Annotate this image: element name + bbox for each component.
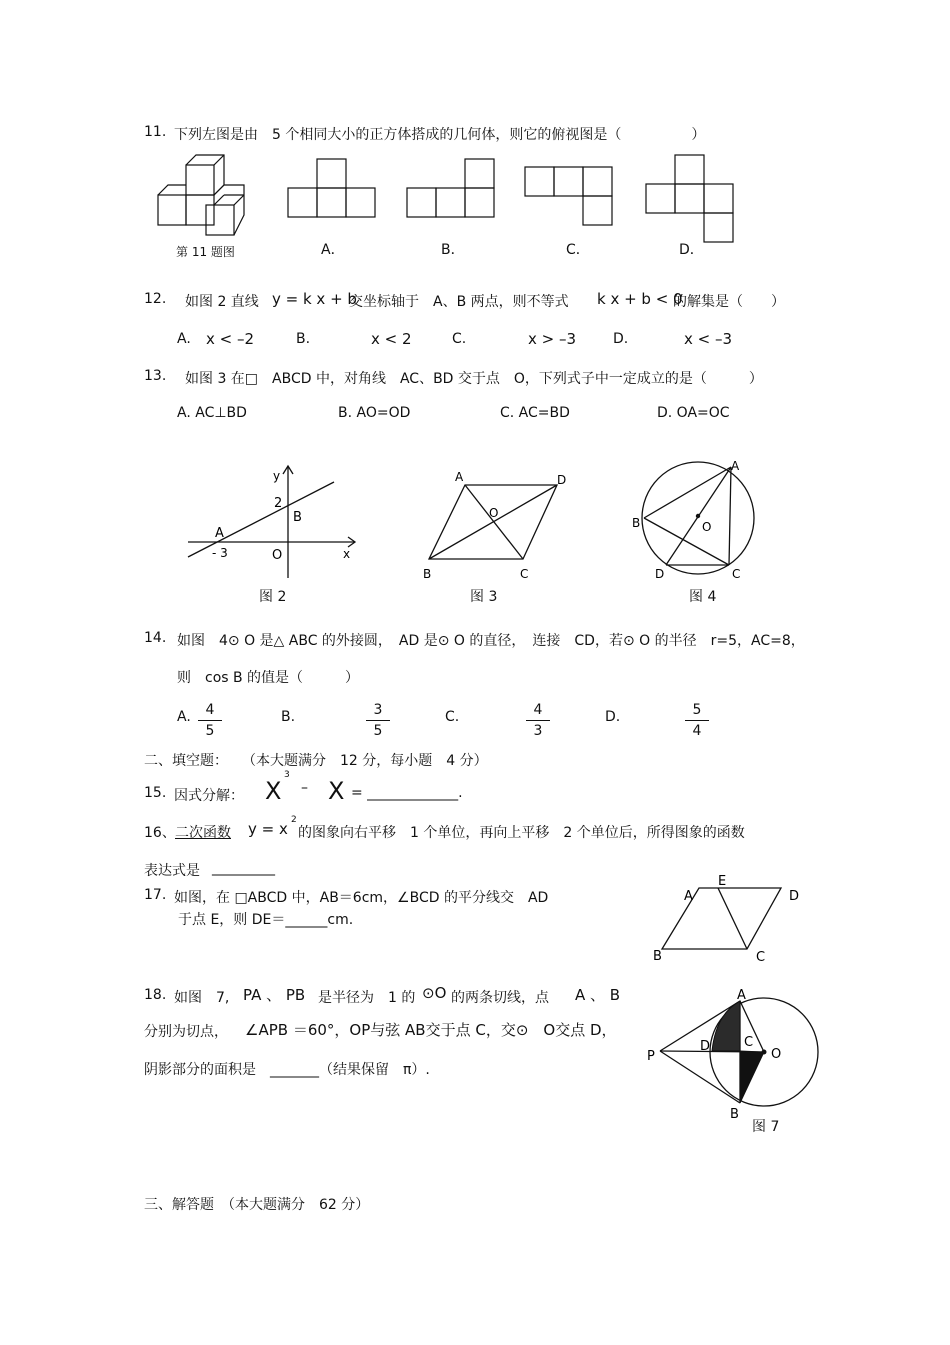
q11-solid-figure bbox=[150, 150, 260, 240]
q18-line1e: 的两条切线，点 bbox=[451, 990, 549, 1006]
figure-4-circle bbox=[625, 455, 765, 585]
q11-option-b: B． bbox=[441, 242, 465, 258]
q12-option-a-value: x < –2 bbox=[206, 330, 255, 348]
q12-option-a-label: A. bbox=[177, 331, 191, 347]
fig3-label-c: C bbox=[520, 567, 529, 581]
q14-option-b-denominator: 5 bbox=[373, 723, 383, 739]
q15-text: 因式分解： bbox=[174, 788, 244, 804]
q13-option-a: A. AC⊥BD bbox=[177, 405, 247, 421]
fig7-label-d: D bbox=[700, 1039, 711, 1054]
q13-option-b: B. AO=OD bbox=[338, 405, 411, 421]
fig2-label-b: B bbox=[293, 510, 302, 525]
q18-line2a: 分别为切点， bbox=[144, 1024, 228, 1040]
fig17-label-d: D bbox=[789, 889, 800, 904]
q14-option-d-numerator: 5 bbox=[685, 702, 709, 721]
q13-text: 如图 3 在□ ABCD 中，对角线 AC、BD 交于点 O，下列式子中一定成立的是（ ） bbox=[185, 371, 763, 387]
fig17-label-a: A bbox=[684, 889, 693, 904]
fig3-caption: 图 3 bbox=[470, 589, 498, 605]
q12-pre: 如图 2 直线 bbox=[185, 294, 259, 310]
q14-option-c-label: C. bbox=[445, 709, 460, 725]
fig2-y-label: y bbox=[273, 469, 281, 483]
fig4-label-o: O bbox=[702, 520, 712, 534]
q12-option-b-value: x < 2 bbox=[371, 330, 412, 348]
q17-number: 17. bbox=[144, 887, 167, 903]
q12-option-c-value: x > –3 bbox=[528, 330, 577, 348]
q16-equation: y = x bbox=[248, 820, 288, 838]
q14-option-b-label: B. bbox=[281, 709, 296, 725]
q18-line1b: PA 、 PB bbox=[243, 986, 306, 1004]
q14-line1: 如图 4⊙ O 是△ ABC 的外接圆， AD 是⊙ O 的直径， 连接 CD，若⊙ O 的半径 r=5，AC=8， bbox=[177, 633, 805, 649]
q18-line1a: 如图 7, bbox=[174, 990, 230, 1006]
q14-option-a-denominator: 5 bbox=[205, 723, 215, 739]
fig2-caption: 图 2 bbox=[259, 589, 287, 605]
fig7-label-p: P bbox=[647, 1049, 655, 1064]
section-2-heading: 二、填空题： （本大题满分 12 分，每小题 4 分） bbox=[144, 753, 488, 769]
fig3-label-a: A bbox=[455, 470, 464, 484]
q16-exponent: 2 bbox=[291, 815, 297, 825]
q12-option-b-label: B. bbox=[296, 331, 311, 347]
fig3-label-b: B bbox=[423, 567, 432, 581]
q16-line2: 表达式是 bbox=[144, 863, 200, 879]
q18-line1d: ⊙O bbox=[422, 984, 447, 1002]
q12-option-d-label: D. bbox=[613, 331, 629, 347]
fig3-label-d: D bbox=[557, 473, 567, 487]
q15-exponent: 3 bbox=[284, 770, 290, 780]
q11-option-b-figure bbox=[404, 155, 499, 221]
q18-line3: 阴影部分的面积是 _______（结果保留 π）. bbox=[144, 1062, 430, 1078]
fig2-x-label: x bbox=[343, 547, 351, 561]
fig2-label-minus3: - 3 bbox=[212, 546, 228, 560]
q14-option-c-denominator: 3 bbox=[533, 723, 543, 739]
fig17-label-b: B bbox=[653, 949, 662, 964]
q14-option-c-numerator: 4 bbox=[526, 702, 550, 721]
q18-line1c: 是半径为 1 的 bbox=[318, 990, 416, 1006]
fig4-caption: 图 4 bbox=[689, 589, 717, 605]
q14-option-b-fraction bbox=[366, 702, 390, 739]
q14-option-d-fraction bbox=[685, 702, 709, 739]
q11-option-a: A． bbox=[321, 242, 345, 258]
q18-line1f: A 、 B bbox=[575, 986, 621, 1004]
q16-post: 的图象向右平移 1 个单位，再向上平移 2 个单位后，所得图象的函数 bbox=[298, 825, 745, 841]
fig4-label-c: C bbox=[732, 567, 741, 581]
q16-answer-blank[interactable]: _________ bbox=[212, 860, 275, 876]
q12-number: 12. bbox=[144, 291, 167, 307]
q11-option-d: D． bbox=[679, 242, 704, 258]
q11-number: 11. bbox=[144, 124, 167, 140]
q13-option-d: D. OA=OC bbox=[657, 405, 730, 421]
figure-17-parallelogram bbox=[645, 870, 810, 965]
q18-number: 18. bbox=[144, 987, 167, 1003]
fig2-label-2: 2 bbox=[274, 496, 283, 511]
fig7-label-b: B bbox=[730, 1107, 739, 1122]
fig4-label-a: A bbox=[731, 459, 740, 473]
q14-option-a-numerator: 4 bbox=[198, 702, 222, 721]
q11-text: 下列左图是由 5 个相同大小的正方体搭成的几何体，则它的俯视图是（ ） bbox=[174, 127, 706, 143]
fig7-label-a: A bbox=[737, 988, 746, 1003]
q17-line1: 如图，在 □ABCD 中，AB＝6cm，∠BCD 的平分线交 AD bbox=[174, 890, 549, 906]
q14-option-a-fraction bbox=[198, 702, 222, 739]
q15-x2: X bbox=[328, 777, 345, 805]
q14-option-d-denominator: 4 bbox=[692, 723, 702, 739]
fig4-label-b: B bbox=[632, 516, 641, 530]
q13-option-c: C. AC=BD bbox=[500, 405, 570, 421]
figure-3-parallelogram bbox=[415, 465, 575, 585]
q17-line2: 于点 E，则 DE＝______cm. bbox=[178, 912, 354, 928]
q14-option-c-fraction bbox=[526, 702, 550, 739]
q14-option-d-label: D. bbox=[605, 709, 621, 725]
section-3-heading: 三、解答题 （本大题满分 62 分） bbox=[144, 1197, 370, 1213]
q18-line2b: ∠APB ＝60°，OP与弦 AB交于点 C，交⊙ O交点 D， bbox=[245, 1021, 617, 1039]
q16-pre: 二次函数 bbox=[175, 825, 231, 841]
q15-x1: X bbox=[265, 777, 282, 805]
q15-number: 15. bbox=[144, 785, 167, 801]
q12-equation: y = k x + b bbox=[272, 290, 357, 308]
q12-inequality: k x + b < 0 bbox=[597, 290, 683, 308]
q11-option-c-figure bbox=[522, 163, 617, 229]
q14-number: 14. bbox=[144, 630, 167, 646]
q12-option-d-value: x < –3 bbox=[684, 330, 733, 348]
q15-answer-blank[interactable]: = _____________. bbox=[351, 785, 463, 801]
fig7-label-c: C bbox=[744, 1035, 754, 1050]
fig17-label-e: E bbox=[718, 874, 727, 889]
q15-minus: – bbox=[301, 780, 308, 796]
q14-option-a-label: A. bbox=[177, 709, 191, 725]
fig7-label-o: O bbox=[771, 1047, 782, 1062]
q12-post: 的解集是（ ） bbox=[673, 294, 785, 310]
q16-number: 16、 bbox=[144, 825, 176, 841]
q11-option-d-figure bbox=[643, 152, 738, 244]
fig3-label-o: O bbox=[489, 506, 499, 520]
q14-option-b-numerator: 3 bbox=[366, 702, 390, 721]
q12-option-c-label: C. bbox=[452, 331, 467, 347]
q12-mid: 交坐标轴于 A、B 两点，则不等式 bbox=[349, 294, 569, 310]
fig17-label-c: C bbox=[756, 950, 766, 965]
q11-figure-caption: 第 11 题图 bbox=[176, 245, 235, 259]
q14-line2: 则 cos B 的值是（ ） bbox=[177, 670, 360, 686]
q11-option-c: C． bbox=[566, 242, 590, 258]
fig4-label-d: D bbox=[655, 567, 665, 581]
figure-7-tangents bbox=[640, 980, 830, 1140]
fig2-label-o: O bbox=[272, 548, 283, 563]
fig2-label-a: A bbox=[215, 526, 224, 541]
q11-option-a-figure bbox=[285, 155, 380, 221]
q13-number: 13. bbox=[144, 368, 167, 384]
fig7-caption: 图 7 bbox=[752, 1119, 780, 1135]
